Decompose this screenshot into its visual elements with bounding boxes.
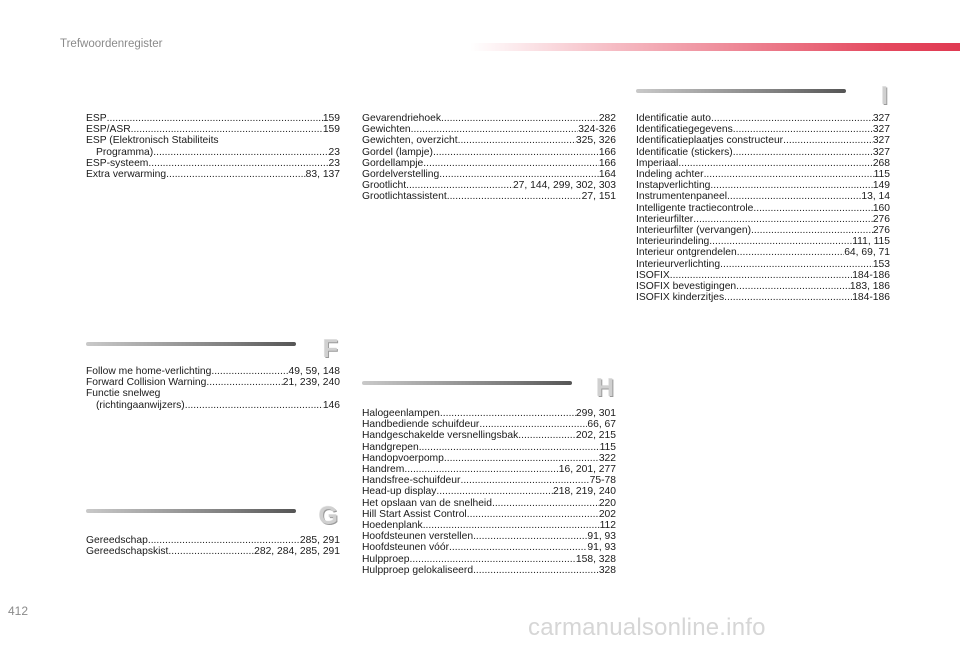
index-section-g-continued <box>362 113 616 203</box>
index-term: ESP (Elektronisch Stabiliteits <box>86 135 219 147</box>
index-pages: 327 <box>872 135 890 147</box>
index-entry <box>636 191 890 202</box>
dot-leader <box>460 475 589 486</box>
index-term: Interieurfilter (vervangen) <box>636 225 752 237</box>
index-pages: 282 <box>598 113 616 124</box>
index-term: Handsfree-schuifdeur <box>362 475 461 487</box>
index-entry <box>636 247 890 258</box>
dot-leader <box>185 400 323 411</box>
index-section-h <box>362 408 616 576</box>
index-pages: 111, 115 <box>852 236 890 248</box>
index-entry <box>86 535 340 546</box>
index-term: Gordellampje <box>362 157 424 169</box>
index-term: Intelligente tractiecontrole <box>636 202 754 214</box>
dot-leader <box>467 509 599 520</box>
index-term: Interieurindeling <box>636 236 710 248</box>
dot-leader <box>441 113 599 124</box>
index-entry <box>86 124 340 135</box>
index-term: Identificatieplaatjes constructeur <box>636 135 784 147</box>
index-term: Hill Start Assist Control <box>362 508 467 520</box>
dot-leader <box>724 292 852 303</box>
index-entry <box>636 270 890 281</box>
dot-leader <box>411 124 579 135</box>
index-term: Identificatie (stickers) <box>636 146 733 158</box>
section-rule <box>86 342 296 346</box>
index-entry <box>636 292 890 303</box>
index-entry <box>636 135 890 146</box>
index-pages: 27, 151 <box>581 191 616 203</box>
dot-leader <box>423 520 600 531</box>
index-term: ISOFIX kinderzitjes <box>636 292 725 304</box>
index-term: Handbediende schuifdeur <box>362 419 480 431</box>
index-section-e <box>86 113 340 180</box>
dot-leader <box>211 366 288 377</box>
index-entry <box>636 147 890 158</box>
index-entry <box>86 147 340 158</box>
index-entry <box>636 124 890 135</box>
index-term: Grootlichtassistent <box>362 191 447 203</box>
index-entry <box>362 475 616 486</box>
dot-leader <box>166 169 306 180</box>
index-entry <box>636 225 890 236</box>
index-entry <box>86 377 340 388</box>
index-entry <box>362 486 616 497</box>
index-pages: 276 <box>872 213 890 225</box>
index-term: Gordelverstelling <box>362 169 440 181</box>
dot-leader <box>751 225 873 236</box>
index-term: Gewichten, overzicht <box>362 135 458 147</box>
index-entry <box>86 546 340 557</box>
index-term: Indeling achter <box>636 169 704 181</box>
dot-leader <box>733 147 873 158</box>
index-pages: 202, 215 <box>575 430 616 442</box>
index-entry <box>362 113 616 124</box>
header-accent-bar <box>470 43 960 51</box>
index-entry <box>636 214 890 225</box>
index-pages: 153 <box>872 258 890 270</box>
section-letter-g: G <box>318 502 338 530</box>
section-letter-f: F <box>322 335 338 363</box>
dot-leader <box>148 535 300 546</box>
dot-leader <box>410 554 576 565</box>
index-entry <box>86 388 340 399</box>
index-pages: 23 <box>328 157 340 169</box>
index-pages: 66, 67 <box>587 419 616 431</box>
index-entry <box>636 259 890 270</box>
section-rule <box>86 509 296 513</box>
index-entry <box>362 408 616 419</box>
index-term: Halogeenlampen <box>362 408 440 419</box>
section-heading-f <box>86 336 340 366</box>
index-entry <box>636 169 890 180</box>
index-pages: 75-78 <box>589 475 616 487</box>
index-entry <box>86 158 340 169</box>
dot-leader <box>783 135 873 146</box>
dot-leader <box>473 531 587 542</box>
index-term: Handgeschakelde versnellingsbak <box>362 430 519 442</box>
index-entry <box>636 158 890 169</box>
index-term: ISOFIX bevestigingen <box>636 281 737 293</box>
watermark: carmanualsonline.info <box>528 614 766 641</box>
index-pages: 322 <box>598 452 616 464</box>
index-pages: 21, 239, 240 <box>282 377 340 389</box>
page-header-title: Trefwoordenregister <box>60 38 163 50</box>
index-entry <box>362 554 616 565</box>
dot-leader <box>704 169 874 180</box>
index-entry <box>362 464 616 475</box>
dot-leader <box>737 247 844 258</box>
index-term: Forward Collision Warning <box>86 377 207 389</box>
index-pages: 325, 326 <box>575 135 616 147</box>
index-term: Grootlicht <box>362 180 407 192</box>
dot-leader <box>404 464 558 475</box>
index-entry <box>362 191 616 202</box>
index-entry <box>362 124 616 135</box>
index-entry <box>362 453 616 464</box>
index-entry <box>636 236 890 247</box>
dot-leader <box>727 191 861 202</box>
dot-leader <box>206 377 282 388</box>
index-pages: 159 <box>322 113 340 124</box>
index-pages: 183, 186 <box>849 281 890 293</box>
index-pages: 218, 219, 240 <box>553 486 616 498</box>
index-entry <box>362 419 616 430</box>
section-letter-i: I <box>881 82 888 110</box>
index-term: Gereedschap <box>86 535 148 546</box>
index-pages: 327 <box>872 124 890 136</box>
dot-leader <box>518 430 576 441</box>
index-term: Programma) <box>96 146 154 158</box>
index-term: Functie snelweg <box>86 388 161 400</box>
index-pages: 115 <box>873 169 890 181</box>
section-rule <box>362 381 572 385</box>
index-term: Instapverlichting <box>636 180 711 192</box>
dot-leader <box>419 442 600 453</box>
dot-leader <box>436 486 553 497</box>
index-term: Interieurfilter <box>636 213 694 225</box>
index-entry <box>636 180 890 191</box>
dot-leader <box>693 214 873 225</box>
index-term: Follow me home-verlichting <box>86 366 212 377</box>
index-term: Interieur ontgrendelen <box>636 247 737 259</box>
dot-leader <box>423 158 599 169</box>
index-entry <box>362 531 616 542</box>
index-entry <box>362 135 616 146</box>
dot-leader <box>711 113 873 124</box>
index-entry <box>362 169 616 180</box>
dot-leader <box>449 542 587 553</box>
index-pages: 285, 291 <box>299 535 340 546</box>
index-term: ISOFIX <box>636 269 670 281</box>
index-pages: 149 <box>872 180 890 192</box>
index-entry <box>86 366 340 377</box>
index-term: Hoedenplank <box>362 520 423 532</box>
index-pages: 327 <box>872 113 890 124</box>
index-pages: 164 <box>598 169 616 181</box>
index-term: ESP-systeem <box>86 157 149 169</box>
dot-leader <box>440 408 576 419</box>
dot-leader <box>473 565 599 576</box>
index-pages: 324-326 <box>578 124 616 136</box>
section-heading-i <box>636 83 890 113</box>
index-term: Extra verwarming <box>86 169 167 181</box>
index-pages: 202 <box>598 508 616 520</box>
index-pages: 112 <box>599 520 616 532</box>
index-term: Instrumentenpaneel <box>636 191 728 203</box>
index-pages: 64, 69, 71 <box>844 247 890 259</box>
index-section-f <box>86 366 340 411</box>
index-section-g <box>86 535 340 557</box>
dot-leader <box>733 124 873 135</box>
index-term: ESP <box>86 113 107 124</box>
index-pages: 282, 284, 285, 291 <box>254 546 340 558</box>
dot-leader <box>153 147 328 158</box>
index-pages: 159 <box>322 124 340 136</box>
index-pages: 91, 93 <box>587 531 616 543</box>
dot-leader <box>736 281 850 292</box>
index-term: Gevarendriehoek <box>362 113 441 124</box>
index-pages: 327 <box>872 146 890 158</box>
index-entry <box>636 281 890 292</box>
index-term: Identificatiegegevens <box>636 124 733 136</box>
index-term: Gereedschapskist <box>86 546 169 558</box>
section-heading-g <box>86 503 340 533</box>
index-entry <box>362 565 616 576</box>
index-pages: 328 <box>598 564 616 576</box>
index-pages: 220 <box>598 497 616 509</box>
index-pages: 166 <box>598 146 616 158</box>
index-term: Interieurverlichting <box>636 258 721 270</box>
dot-leader <box>479 419 587 430</box>
index-pages: 184-186 <box>852 292 890 304</box>
index-entry <box>362 509 616 520</box>
index-pages: 27, 144, 299, 302, 303 <box>512 180 616 192</box>
index-entry <box>362 442 616 453</box>
index-pages: 166 <box>598 157 616 169</box>
dot-leader <box>433 147 599 158</box>
dot-leader <box>148 158 328 169</box>
index-entry <box>362 542 616 553</box>
index-entry <box>362 180 616 191</box>
dot-leader <box>439 169 599 180</box>
dot-leader <box>107 113 323 124</box>
dot-leader <box>678 158 872 169</box>
index-pages: 160 <box>872 202 890 214</box>
index-term: Hoofdsteunen verstellen <box>362 531 474 543</box>
index-pages: 13, 14 <box>861 191 890 203</box>
dot-leader <box>709 236 852 247</box>
index-entry <box>636 113 890 124</box>
dot-leader <box>710 180 872 191</box>
index-entry <box>362 498 616 509</box>
section-heading-h <box>362 375 616 405</box>
index-entry <box>86 135 340 146</box>
index-entry <box>86 400 340 411</box>
index-pages: 83, 137 <box>305 169 340 181</box>
index-term: Hoofdsteunen vóór <box>362 542 450 554</box>
index-term: (richtingaanwijzers) <box>96 399 185 411</box>
page-number: 412 <box>8 604 29 618</box>
index-entry <box>362 430 616 441</box>
dot-leader <box>720 259 873 270</box>
index-pages: 268 <box>872 157 890 169</box>
index-pages: 184-186 <box>852 269 890 281</box>
index-term: Het opslaan van de snelheid <box>362 497 492 509</box>
index-pages: 49, 59, 148 <box>288 366 340 377</box>
index-section-i <box>636 113 890 303</box>
index-entry <box>86 113 340 124</box>
index-term: Head-up display <box>362 486 437 498</box>
dot-leader <box>444 453 599 464</box>
section-rule <box>636 89 846 93</box>
section-letter-h: H <box>595 374 614 402</box>
index-entry <box>362 520 616 531</box>
dot-leader <box>447 191 582 202</box>
index-pages: 276 <box>872 225 890 237</box>
index-term: Hulpproep <box>362 553 410 565</box>
index-pages: 91, 93 <box>587 542 616 554</box>
index-pages: 115 <box>599 441 616 453</box>
index-term: Handgrepen <box>362 441 419 453</box>
dot-leader <box>670 270 852 281</box>
index-term: Identificatie auto <box>636 113 711 124</box>
index-pages: 146 <box>322 399 340 411</box>
index-pages: 16, 201, 277 <box>558 464 616 476</box>
index-pages: 158, 328 <box>575 553 616 565</box>
dot-leader <box>131 124 323 135</box>
index-term: Gewichten <box>362 124 411 136</box>
index-entry <box>362 147 616 158</box>
index-term: Hulpproep gelokaliseerd <box>362 564 474 576</box>
dot-leader <box>168 546 254 557</box>
index-term: ESP/ASR <box>86 124 131 136</box>
index-term: Imperiaal <box>636 157 679 169</box>
dot-leader <box>492 498 599 509</box>
index-entry <box>86 169 340 180</box>
index-entry <box>636 203 890 214</box>
index-pages: 299, 301 <box>575 408 616 419</box>
index-pages: 23 <box>328 146 340 158</box>
dot-leader <box>753 203 872 214</box>
dot-leader <box>406 180 513 191</box>
index-term: Handopvoerpomp <box>362 452 444 464</box>
dot-leader <box>458 135 576 146</box>
index-term: Handrem <box>362 464 405 476</box>
index-entry <box>362 158 616 169</box>
index-term: Gordel (lampje) <box>362 146 433 158</box>
